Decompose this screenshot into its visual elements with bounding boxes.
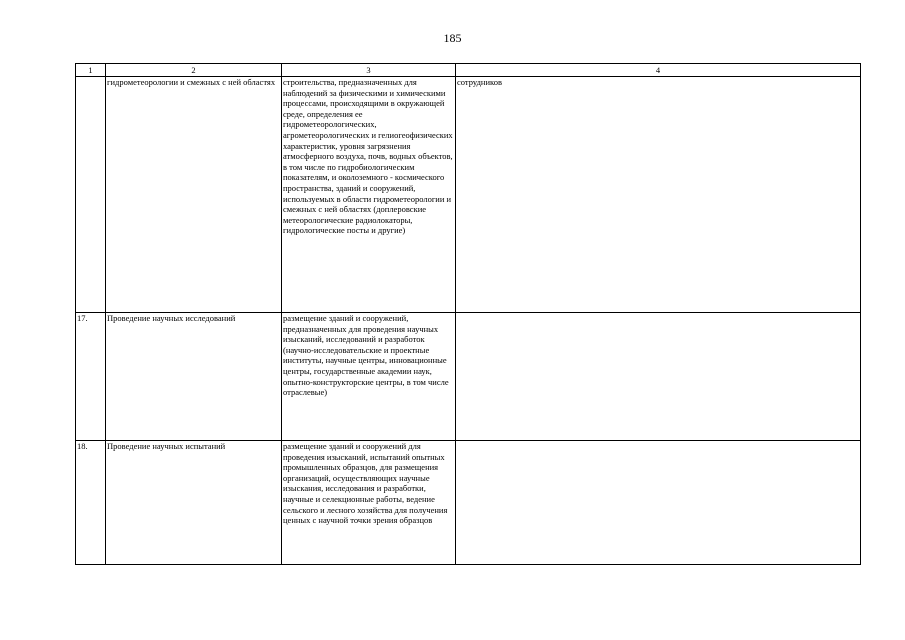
page-number: 185 (443, 31, 462, 45)
description-cell: размещение зданий и сооружений для проведения изысканий, испытаний опытных промышленных образцов, для размещения организаций, осуществляющих научные изыскания, исследования и разработки, научные и селекционные работы, ведение сельского и лесного хозяйства для получения ценных с научной точки зрения образцов (282, 441, 456, 565)
column-number-header: 4 (456, 64, 861, 77)
description-cell: размещение зданий и сооружений, предназначенных для проведения научных изысканий, исследований и разработок (научно-исследовательские и проектные институты, научные центры, инновационные центры, государственные академии наук, опытно-конструкторские центры, в том числе отраслевые) (282, 313, 456, 441)
note-cell (456, 313, 861, 441)
column-number-header: 2 (106, 64, 282, 77)
note-cell (456, 441, 861, 565)
description-cell: строительства, предназначенных для наблюдений за физическими и химическими процессами, происходящими в окружающей среде, определения ее гидрометеорологических, агрометеорологических и гелиогеофизических характеристик, уровня загрязнения атмосферного воздуха, почв, водных объектов, в том числе по гидробиологическим показателям, и околоземного - космического пространства, зданий и сооружений, используемых в области гидрометеорологии и смежных с ней областях (доплеровские метеорологические радиолокаторы, гидрологические посты и другие) (282, 77, 456, 313)
land-use-table (75, 63, 861, 565)
column-number-header: 3 (282, 64, 456, 77)
activity-cell: гидрометеорологии и смежных с ней областях (106, 77, 282, 313)
table-header-row (76, 64, 861, 77)
row-number-cell: 18. (76, 441, 106, 565)
column-number-header: 1 (76, 64, 106, 77)
row-number-cell: 17. (76, 313, 106, 441)
table-row (76, 441, 861, 565)
table-row (76, 77, 861, 313)
table-row (76, 313, 861, 441)
row-number-cell (76, 77, 106, 313)
activity-cell: Проведение научных исследований (106, 313, 282, 441)
note-cell: сотрудников (456, 77, 861, 313)
activity-cell: Проведение научных испытаний (106, 441, 282, 565)
